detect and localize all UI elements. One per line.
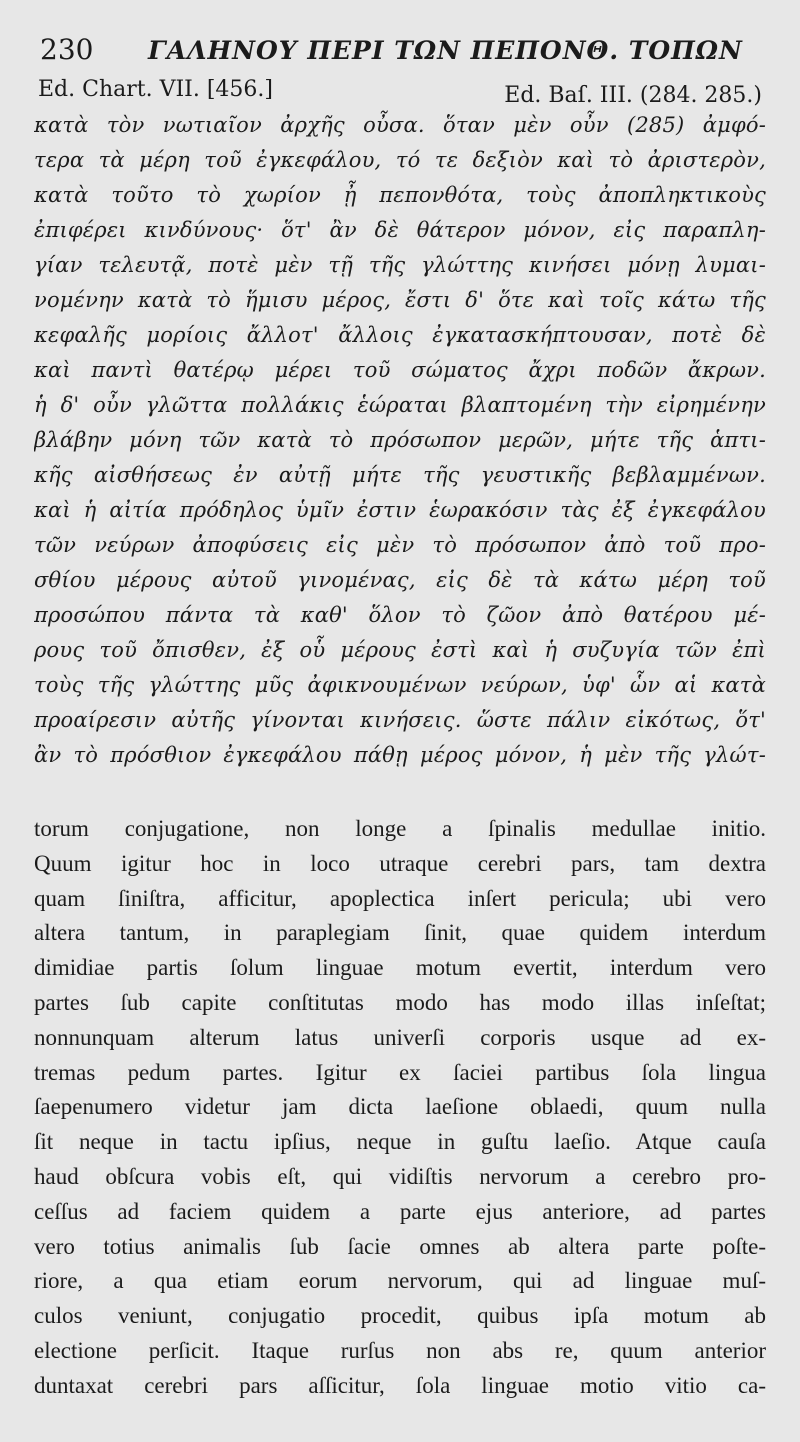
page-header: [40, 34, 760, 68]
greek-text-line: προσώπου πάντα τὰ καθ' ὅλον τὸ ζῶον ἀπὸ θατέρου μέ-: [34, 603, 766, 627]
latin-text-line: quam ſiniſtra, afficitur, apoplectica inſert pericula; ubi vero: [34, 885, 766, 911]
greek-text-line: κατὰ τὸν νωτιαῖον ἀρχῆς οὖσα. ὅταν μὲν οὖν (285) ἀμφό-: [34, 113, 766, 137]
latin-text-line: ſit neque in tactu ipſius, neque in guſtu laeſio. Atque cauſa: [34, 1129, 766, 1155]
latin-text-line: electione perſicit. Itaque rurſus non abs re, quum anterior: [34, 1337, 766, 1363]
latin-text-line: partes ſub capite conſtitutas modo has modo illas inſeſtat;: [34, 989, 766, 1015]
greek-text-line: καὶ ἡ αἰτία πρόδηλος ὑμῖν ἐστιν ἑωρακόσιν τὰς ἐξ ἐγκεφάλου: [34, 498, 766, 522]
latin-text-line: ſaepenumero videtur jam dicta laeſione oblaedi, quum nulla: [34, 1094, 766, 1120]
latin-text-line: dimidiae partis ſolum linguae motum evertit, interdum vero: [34, 955, 766, 981]
greek-text-line: κατὰ τοῦτο τὸ χωρίον ᾖ πεπονθότα, τοὺς ἀποπληκτικοὺς: [34, 183, 766, 207]
greek-text-line: τερα τὰ μέρη τοῦ ἐγκεφάλου, τό τε δεξιὸν καὶ τὸ ἀριστερὸν,: [34, 148, 766, 172]
edition-reference-left: Ed. Chart. VII. [456.]: [38, 77, 273, 102]
latin-text-line: tremas pedum partes. Igitur ex ſaciei partibus ſola lingua: [34, 1059, 766, 1085]
greek-text-line: ἂν τὸ πρόσθιον ἐγκεφάλου πάθῃ μέρος μόνον, ἡ μὲν τῆς γλώτ-: [34, 743, 766, 767]
latin-text-line: riore, a qua etiam eorum nervorum, qui ad linguae muſ-: [34, 1268, 766, 1294]
running-title: ΓΑΛΗΝΟΥ ΠΕΡΙ ΤΩΝ ΠΕΠΟΝΘ. ΤΟΠΩΝ: [148, 36, 743, 65]
latin-text-line: duntaxat cerebri pars aſſicitur, ſola linguae motio vitio ca-: [34, 1372, 766, 1398]
edition-reference-right: Ed. Baſ. III. (284. 285.): [504, 83, 762, 108]
greek-text-line: καὶ παντὶ θατέρῳ μέρει τοῦ σώματος ἄχρι ποδῶν ἄκρων.: [34, 358, 766, 382]
greek-text-line: προαίρεσιν αὐτῆς γίνονται κινήσεις. ὥστε πάλιν εἰκότως, ὅτ': [34, 708, 766, 732]
latin-text-line: nonnunquam alterum latus univerſi corporis usque ad ex-: [34, 1024, 766, 1050]
greek-text-line: τοὺς τῆς γλώττης μῦς ἀφικνουμένων νεύρων, ὑφ' ὧν αἱ κατὰ: [34, 673, 766, 697]
latin-text-line: altera tantum, in paraplegiam ſinit, quae quidem interdum: [34, 920, 766, 946]
latin-text-line: culos veniunt, conjugatio procedit, quibus ipſa motum ab: [34, 1303, 766, 1329]
latin-text-line: torum conjugatione, non longe a ſpinalis medullae initio.: [34, 816, 766, 841]
page-number: 230: [40, 33, 94, 66]
greek-text-line: γίαν τελευτᾷ, ποτὲ μὲν τῇ τῆς γλώττης κινήσει μόνῃ λυμαι-: [34, 253, 766, 277]
greek-text-line: κεφαλῆς μορίοις ἄλλοτ' ἄλλοις ἐγκατασκήπτουσαν, ποτὲ δὲ: [34, 323, 766, 347]
greek-text-block: [34, 108, 766, 773]
latin-text-line: ceſſus ad faciem quidem a parte ejus anteriore, ad partes: [34, 1198, 766, 1224]
greek-text-line: τῶν νεύρων ἀποφύσεις εἰς μὲν τὸ πρόσωπον ἀπὸ τοῦ προ-: [34, 533, 766, 557]
latin-text-line: vero totius animalis ſub ſacie omnes ab altera parte poſte-: [34, 1233, 766, 1259]
greek-text-line: κῆς αἰσθήσεως ἐν αὐτῇ μήτε τῆς γευστικῆς βεβλαμμένων.: [34, 463, 766, 487]
latin-text-line: Quum igitur hoc in loco utraque cerebri pars, tam dextra: [34, 850, 766, 876]
greek-text-line: ἡ δ' οὖν γλῶττα πολλάκις ἑώραται βλαπτομένη τὴν εἰρημένην: [34, 393, 766, 417]
greek-text-line: σθίου μέρους αὐτοῦ γινομένας, εἰς δὲ τὰ κάτω μέρη τοῦ: [34, 568, 766, 592]
greek-text-line: ἐπιφέρει κινδύνους· ὅτ' ἂν δὲ θάτερον μόνον, εἰς παραπλη-: [34, 218, 766, 242]
latin-text-line: haud obſcura vobis eſt, qui vidiſtis nervorum a cerebro pro-: [34, 1163, 766, 1189]
greek-text-line: βλάβην μόνη τῶν κατὰ τὸ πρόσωπον μερῶν, μήτε τῆς ἁπτι-: [34, 428, 766, 452]
latin-text-block: [34, 812, 766, 1404]
greek-text-line: ρους τοῦ ὄπισθεν, ἐξ οὗ μέρους ἐστὶ καὶ ἡ συζυγία τῶν ἐπὶ: [34, 638, 766, 662]
greek-text-line: νομένην κατὰ τὸ ἥμισυ μέρος, ἔστι δ' ὅτε καὶ τοῖς κάτω τῆς: [34, 288, 766, 312]
